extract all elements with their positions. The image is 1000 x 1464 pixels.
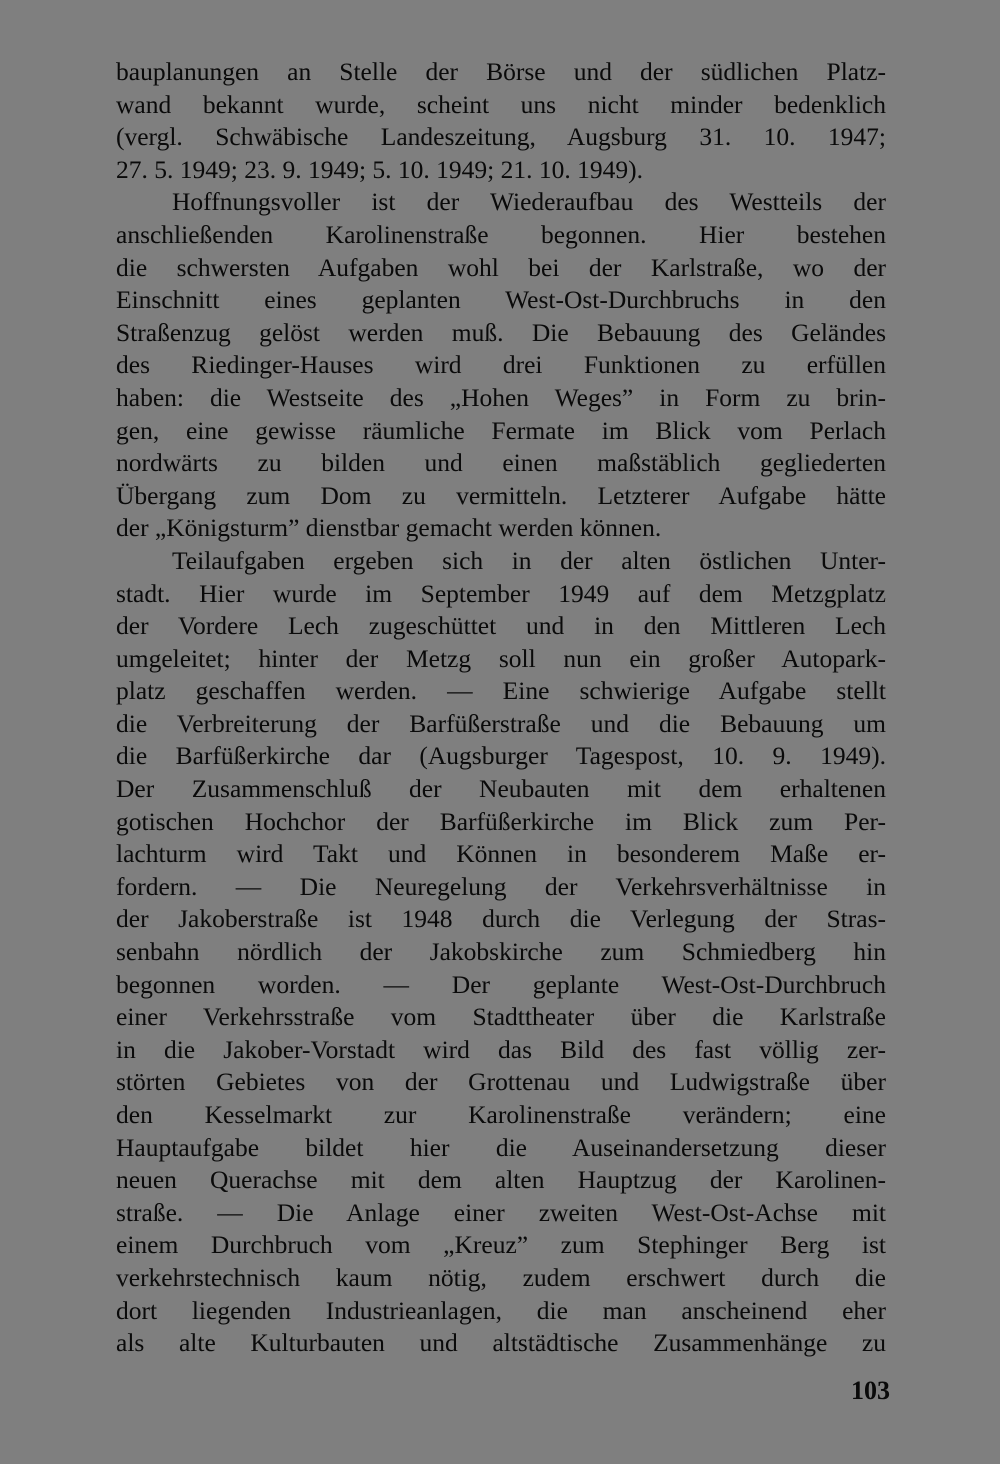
text-line: die Verbreiterung der Barfüßerstraße und die Bebauung um bbox=[116, 708, 886, 738]
text-line: gotischen Hochchor der Barfüßerkirche im Blick zum Per- bbox=[116, 806, 886, 836]
text-line: 27. 5. 1949; 23. 9. 1949; 5. 10. 1949; 21. 10. 1949). bbox=[116, 154, 643, 184]
text-line: (vergl. Schwäbische Landeszeitung, Augsburg 31. 10. 1947; bbox=[116, 122, 886, 152]
text-line: der „Königsturm” dienstbar gemacht werden können. bbox=[116, 513, 662, 543]
text-line: senbahn nördlich der Jakobskirche zum Schmiedberg hin bbox=[116, 937, 886, 967]
text-line: straße. — Die Anlage einer zweiten West-Ost-Achse mit bbox=[116, 1197, 886, 1227]
text-line: gen, eine gewisse räumliche Fermate im Blick vom Perlach bbox=[116, 415, 886, 445]
text-line: verkehrstechnisch kaum nötig, zudem erschwert durch die bbox=[116, 1262, 886, 1292]
text-line: Hoffnungsvoller ist der Wiederaufbau des Westteils der bbox=[172, 187, 886, 217]
text-line: als alte Kulturbauten und altstädtische Zusammenhänge zu bbox=[116, 1328, 886, 1358]
text-line: stadt. Hier wurde im September 1949 auf dem Metzgplatz bbox=[116, 578, 886, 608]
book-page bbox=[116, 56, 886, 1436]
text-line: Hauptaufgabe bildet hier die Auseinandersetzung dieser bbox=[116, 1132, 886, 1162]
text-line: begonnen worden. — Der geplante West-Ost-Durchbruch bbox=[116, 969, 886, 999]
text-line: der Jakoberstraße ist 1948 durch die Verlegung der Stras- bbox=[116, 904, 886, 934]
text-line: der Vordere Lech zugeschüttet und in den Mittleren Lech bbox=[116, 611, 886, 641]
text-line: Teilaufgaben ergeben sich in der alten östlichen Unter- bbox=[172, 545, 886, 575]
text-line: störten Gebietes von der Grottenau und Ludwigstraße über bbox=[116, 1067, 886, 1097]
text-line: die Barfüßerkirche dar (Augsburger Tagespost, 10. 9. 1949). bbox=[116, 741, 886, 771]
text-line: wand bekannt wurde, scheint uns nicht minder bedenklich bbox=[116, 89, 886, 119]
text-line: des Riedinger-Hauses wird drei Funktionen zu erfüllen bbox=[116, 350, 886, 380]
text-line: Straßenzug gelöst werden muß. Die Bebauung des Geländes bbox=[116, 317, 886, 347]
text-line: neuen Querachse mit dem alten Hauptzug der Karolinen- bbox=[116, 1165, 886, 1195]
text-line: Übergang zum Dom zu vermitteln. Letzterer Aufgabe hätte bbox=[116, 480, 886, 510]
text-line: lachturm wird Takt und Können in besonderem Maße er- bbox=[116, 839, 886, 869]
text-line: fordern. — Die Neuregelung der Verkehrsverhältnisse in bbox=[116, 871, 886, 901]
text-line: bauplanungen an Stelle der Börse und der südlichen Platz- bbox=[116, 57, 886, 86]
text-line: einem Durchbruch vom „Kreuz” zum Stephinger Berg ist bbox=[116, 1230, 886, 1260]
text-line: nordwärts zu bilden und einen maßstäblich gegliederten bbox=[116, 448, 886, 478]
text-line: haben: die Westseite des „Hohen Weges” in Form zu brin- bbox=[116, 382, 886, 412]
text-line: in die Jakober-Vorstadt wird das Bild des fast völlig zer- bbox=[116, 1034, 886, 1064]
text-line: den Kesselmarkt zur Karolinenstraße verändern; eine bbox=[116, 1100, 886, 1129]
text-line: einer Verkehrsstraße vom Stadttheater über die Karlstraße bbox=[116, 1002, 886, 1032]
body-text bbox=[116, 56, 886, 1360]
text-line: Der Zusammenschluß der Neubauten mit dem erhaltenen bbox=[116, 774, 886, 804]
text-line: platz geschaffen werden. — Eine schwierige Aufgabe stellt bbox=[116, 676, 886, 706]
text-line: umgeleitet; hinter der Metzg soll nun ein großer Autopark- bbox=[116, 643, 886, 673]
text-line: anschließenden Karolinenstraße begonnen. Hier bestehen bbox=[116, 219, 886, 249]
text-line: dort liegenden Industrieanlagen, die man anscheinend eher bbox=[116, 1295, 886, 1325]
text-line: die schwersten Aufgaben wohl bei der Karlstraße, wo der bbox=[116, 252, 886, 282]
page-number: 103 bbox=[851, 1376, 890, 1405]
text-line: Einschnitt eines geplanten West-Ost-Durchbruchs in den bbox=[116, 285, 886, 315]
